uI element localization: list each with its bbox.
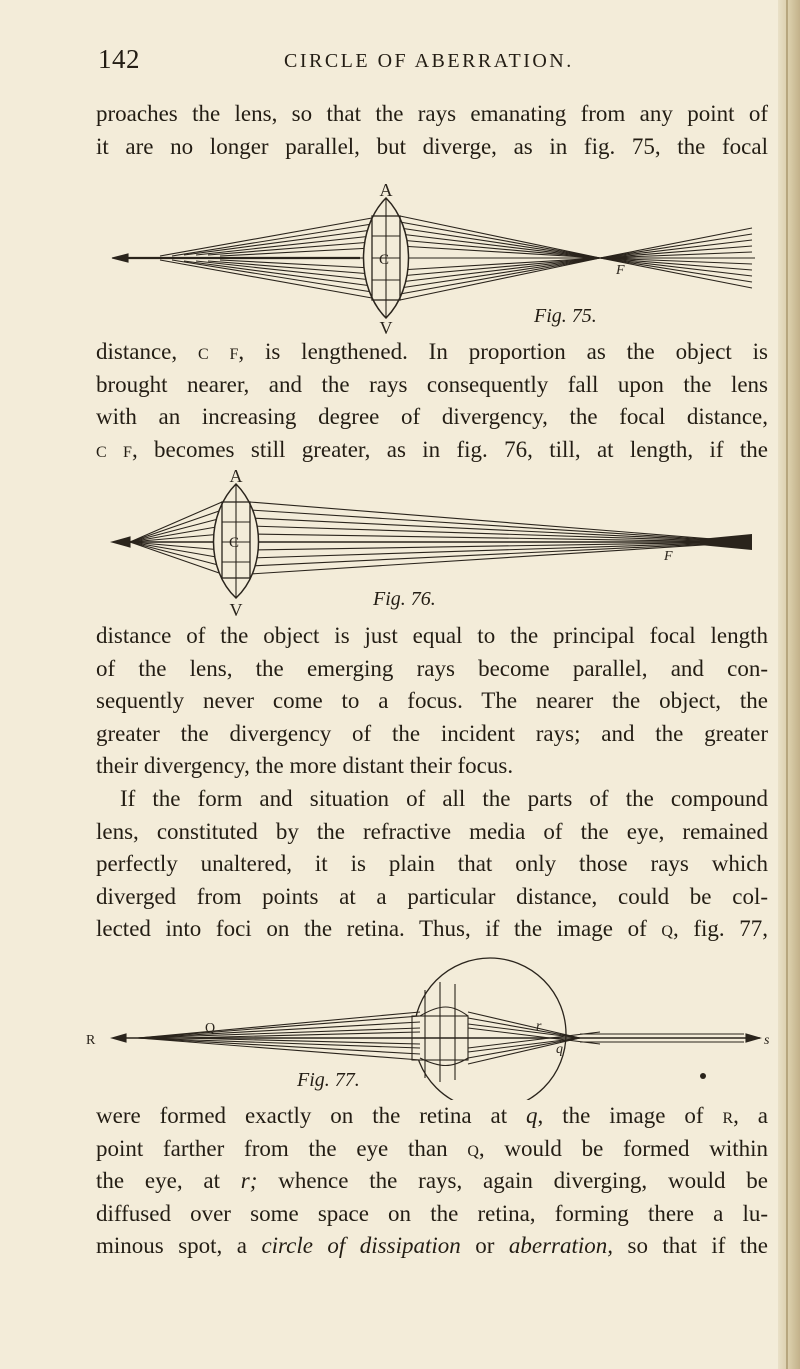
page-header <box>0 44 800 84</box>
label-v: V <box>379 318 393 338</box>
page-number: 142 <box>98 44 140 74</box>
text-line: lens, constituted by the refractive media of the eye, remained <box>96 818 768 844</box>
label-a: A <box>379 180 393 200</box>
label-q-upper: Q <box>205 1021 216 1036</box>
text-line: proaches the lens, so that the rays emanating from any point of <box>96 101 768 126</box>
paragraph-3 <box>96 620 768 946</box>
text-line: diverged from points at a particular distance, could be col- <box>96 883 768 909</box>
running-head: CIRCLE OF ABERRATION. <box>284 50 574 72</box>
label-c: C <box>229 535 240 551</box>
label-s: s <box>764 1033 770 1048</box>
label-f: F <box>616 263 625 278</box>
text-line: distance of the object is just equal to the principal focal length <box>96 623 768 648</box>
figure-75 <box>0 168 800 338</box>
text-line: If the form and situation of all the parts of the compound <box>120 785 768 811</box>
figure-76 <box>0 470 800 620</box>
paragraph-1 <box>96 98 768 163</box>
figure-caption: Fig. 76. <box>373 588 436 610</box>
label-v: V <box>229 600 243 620</box>
text-line: it are no longer parallel, but diverge, as in fig. 75, the focal <box>96 133 768 159</box>
paragraph-2 <box>96 336 768 466</box>
paragraph-4 <box>96 1100 768 1263</box>
arrow-head-icon <box>112 537 130 547</box>
text-line: lected into foci on the retina. Thus, if the image of q, fig. 77, <box>96 916 768 942</box>
arrow-head-icon <box>112 254 128 262</box>
text-line: minous spot, a circle of dissipation or aberration, so that if the <box>96 1233 768 1259</box>
label-f: F <box>664 549 673 564</box>
figure-caption: Fig. 77. <box>297 1069 360 1091</box>
text-line: perfectly unaltered, it is plain that only those rays which <box>96 851 768 877</box>
figure-77 <box>0 952 800 1100</box>
text-line: c f, becomes still greater, as in fig. 76, till, at length, if the <box>96 436 768 462</box>
text-line: point farther from the eye than q, would be formed within <box>96 1135 769 1161</box>
label-r-lower: r <box>536 1019 542 1034</box>
arrow-head-icon <box>112 1034 126 1042</box>
label-c: C <box>379 252 390 268</box>
ink-dot <box>700 1073 706 1079</box>
text-line: with an increasing degree of divergency, the focal distance, <box>96 404 768 430</box>
figure-77-diagram <box>0 952 800 1100</box>
figure-75-diagram <box>0 168 800 338</box>
label-a: A <box>229 470 243 486</box>
text-line: sequently never come to a focus. The nearer the object, the <box>96 688 768 714</box>
text-line: brought nearer, and the rays consequently fall upon the lens <box>96 371 768 397</box>
text-line: greater the divergency of the incident rays; and the greater <box>96 720 768 746</box>
text-line: of the lens, the emerging rays become parallel, and con- <box>96 655 768 681</box>
text-line: diffused over some space on the retina, forming there a lu- <box>96 1200 768 1226</box>
figure-caption: Fig. 75. <box>534 305 597 327</box>
text-line: the eye, at r; whence the rays, again diverging, would be <box>96 1168 768 1194</box>
label-q-lower: q <box>556 1042 563 1057</box>
text-line: their divergency, the more distant their focus. <box>96 753 514 779</box>
label-r: R <box>86 1033 96 1048</box>
text-line: distance, c f, is lengthened. In proportion as the object is <box>96 339 768 364</box>
arrow-head-icon <box>746 1034 760 1042</box>
text-line: were formed exactly on the retina at q, the image of r, a <box>96 1103 768 1128</box>
